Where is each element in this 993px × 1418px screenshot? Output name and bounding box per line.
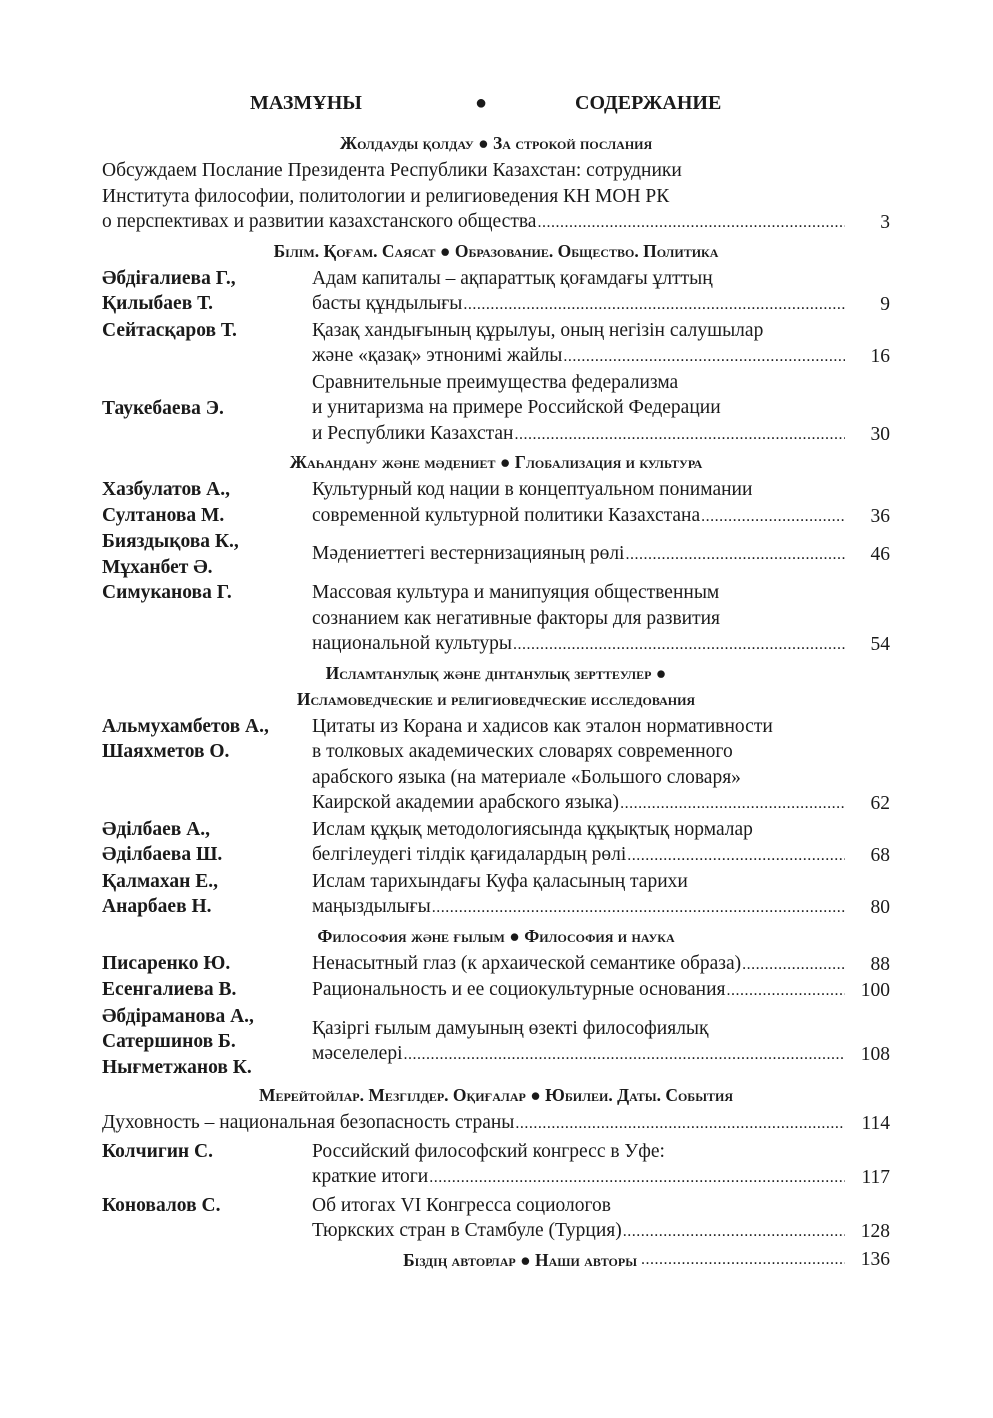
leader-dots [463, 292, 845, 318]
page-number: 80 [870, 897, 890, 918]
author: Анарбаев Н. [102, 896, 212, 917]
author: Мұханбет Ә. [102, 556, 213, 578]
entry-title [312, 477, 845, 529]
entry-title [312, 951, 845, 978]
entry-authors [102, 477, 312, 529]
title-separator: ● [475, 92, 488, 114]
title-line: Обсуждаем Послание Президента Республики Казахстан: сотрудники [102, 160, 682, 181]
title-line: Ненасытный глаз (к архаической семантике образа) [312, 952, 742, 974]
title-line: о перспективах и развитии казахстанского общества [102, 211, 537, 232]
title-line: Российский философский конгресс в Уфе: [312, 1140, 665, 1162]
leader-dots [641, 1247, 845, 1273]
page-number: 36 [870, 505, 890, 527]
entry-authors [102, 1193, 312, 1245]
entry-title [312, 266, 845, 318]
author: Таукебаева Э. [102, 397, 224, 419]
entry-title [102, 1110, 845, 1137]
page-number: 30 [870, 423, 890, 445]
entry-authors [102, 977, 312, 1004]
author: Писаренко Ю. [102, 952, 231, 974]
toc-entry [102, 477, 890, 529]
title-line: и унитаризма на примере Российской Федерации [312, 397, 721, 418]
author: Әділбаева Ш. [102, 844, 223, 865]
title-line: маңыздылығы [312, 896, 431, 917]
title-line: современной культурной политики Казахстана [312, 504, 701, 526]
page-number: 136 [860, 1248, 890, 1270]
toc-entry [102, 1139, 890, 1191]
title-kazakh: МАЗМҰНЫ [250, 92, 362, 114]
title-line: Массовая культура и манипуяция общественным [312, 582, 720, 603]
leader-dots [514, 422, 845, 448]
title-line: краткие итоги [312, 1166, 429, 1187]
leader-dots [742, 952, 845, 978]
page-number: 114 [861, 1113, 890, 1134]
leader-dots [627, 843, 845, 869]
toc-entry [102, 869, 890, 921]
title-line: Сравнительные преимущества федерализма [312, 371, 679, 393]
title-line: Каирской академии арабского языка) [312, 792, 620, 813]
toc-entry [102, 1193, 890, 1245]
toc-entry [102, 714, 890, 817]
section-heading: Исламоведческие и религиоведческие исследования [296, 688, 696, 709]
page-title [102, 88, 890, 128]
title-line: сознанием как негативные факторы для развития [312, 607, 721, 629]
author: Сатершинов Б. [102, 1031, 236, 1052]
title-line: мәселелері [312, 1043, 403, 1065]
toc-entry [102, 529, 890, 580]
title-line: белгілеудегі тілдік қағидалардың рөлі [312, 844, 627, 865]
title-line: Духовность – национальная безопасность страны [102, 1112, 515, 1133]
author: Симуканова Г. [102, 582, 232, 603]
title-line: Института философии, политологии и религиоведения КН МОН РК [102, 185, 670, 207]
author: Сейтасқаров Т. [102, 319, 237, 341]
entry-authors [102, 951, 312, 978]
toc-entry [102, 370, 890, 448]
entry-title [312, 869, 845, 921]
page-number: 128 [860, 1221, 890, 1242]
page-number: 100 [860, 980, 890, 1001]
section-heading: Білім. Қоғам. Саясат ● Образование. Общество. Политика [273, 240, 719, 261]
toc-entry [102, 1110, 890, 1137]
page-number: 117 [861, 1167, 890, 1188]
author: Нығметжанов К. [102, 1056, 252, 1078]
entry-title [312, 1016, 845, 1068]
entry-authors [102, 396, 312, 422]
entry-authors [102, 580, 312, 658]
title-line: басты құндылығы [312, 293, 463, 314]
title-russian: СОДЕРЖАНИЕ [575, 92, 722, 114]
author: Шаяхметов О. [102, 741, 230, 762]
toc-entry [102, 318, 890, 370]
toc-entry [102, 158, 890, 236]
leader-dots [429, 1165, 845, 1191]
entry-title [312, 1139, 845, 1191]
leader-dots [432, 895, 845, 921]
entry-title [312, 817, 845, 869]
section-heading: Исламтанулық және дінтанулық зерттеулер ● [325, 662, 667, 683]
leader-dots [726, 978, 845, 1004]
title-line: Культурный код нации в концептуальном понимании [312, 479, 753, 500]
leader-dots [513, 632, 845, 658]
author: Әбдіғалиева Г., [102, 267, 236, 289]
entry-authors [102, 529, 312, 580]
author: Колчигин С. [102, 1140, 213, 1162]
section-heading: Мерейтойлар. Мезгілдер. Оқиғалар ● Юбилеи. Даты. События [258, 1085, 734, 1105]
page-number: 108 [860, 1044, 890, 1065]
entry-title [312, 714, 845, 817]
title-line: Мәдениеттегі вестернизацияның рөлі [312, 543, 625, 565]
author: Есенгалиева В. [102, 979, 237, 1000]
entry-authors [102, 869, 312, 921]
title-line: и Республики Казахстан [312, 422, 514, 444]
entry-title [312, 318, 845, 370]
entry-authors [102, 1139, 312, 1191]
author: Әбдіраманова А., [102, 1005, 254, 1027]
leader-dots [515, 1111, 845, 1137]
leader-dots [563, 344, 845, 370]
toc-entry [102, 817, 890, 869]
page-number: 16 [870, 346, 890, 367]
toc-entry [102, 951, 890, 978]
title-line: Тюркских стран в Стамбуле (Турция) [312, 1220, 622, 1241]
page-number: 46 [870, 543, 890, 565]
title-line: Адам капиталы – ақпараттық қоғамдағы ұлттың [312, 267, 713, 289]
author: Султанова М. [102, 504, 225, 526]
entry-title [312, 370, 845, 448]
leader-dots [625, 542, 845, 568]
title-line: Цитаты из Корана и хадисов как эталон нормативности [312, 715, 773, 737]
section-heading: Философия және ғылым ● Философия и наука [317, 925, 675, 946]
author: Альмухамбетов А., [102, 715, 269, 737]
author: Қилыбаев Т. [102, 293, 214, 314]
entry-authors [102, 817, 312, 869]
section-heading: Жолдауды қолдау ● За строкой послания [339, 133, 653, 153]
leader-dots [620, 791, 845, 817]
entry-authors [102, 1004, 312, 1081]
toc-entry [102, 580, 890, 658]
page-number: 9 [880, 294, 890, 315]
entry-title [312, 580, 845, 658]
title-line: арабского языка (на материале «Большого словаря» [312, 766, 741, 788]
leader-dots [403, 1042, 845, 1068]
title-line: Қазіргі ғылым дамуының өзекті философиялық [312, 1017, 709, 1039]
title-line: Ислам құқық методологиясында құқықтық нормалар [312, 818, 753, 840]
author: Коновалов С. [102, 1194, 221, 1216]
title-line: Қазақ хандығының құрылуы, оның негізін салушылар [312, 319, 764, 341]
entry-title [102, 158, 845, 236]
title-line: Об итогах VI Конгресса социологов [312, 1194, 611, 1216]
author: Хазбулатов А., [102, 479, 230, 500]
page-number: 62 [870, 793, 890, 814]
title-line: Рациональность и ее социокультурные основания [312, 979, 726, 1000]
page-number: 68 [870, 845, 890, 866]
entry-title [312, 977, 845, 1004]
title-line: в толковых академических словарях современного [312, 741, 733, 762]
page-number: 54 [870, 634, 890, 655]
entry-authors [102, 266, 312, 318]
author: Әділбаев А., [102, 818, 211, 840]
author: Қалмахан Е., [102, 870, 219, 892]
page-number: 88 [870, 953, 890, 975]
section-heading: Жаһандану және мәдениет ● Глобализация и культура [289, 452, 703, 472]
entry-title [312, 1193, 845, 1245]
toc-entry [102, 977, 890, 1004]
toc-entry [102, 1004, 890, 1081]
title-line: Ислам тарихындағы Куфа қаласының тарихи [312, 870, 688, 892]
author: Бияздықова К., [102, 531, 239, 552]
title-line: национальной культуры [312, 633, 512, 654]
title-line: және «қазақ» этнонимі жайлы [312, 345, 563, 366]
section-heading: Біздің авторлар ● Наши авторы [403, 1249, 637, 1270]
leader-dots [623, 1219, 845, 1245]
toc-entry-authors-list [102, 1247, 890, 1273]
leader-dots [701, 504, 845, 530]
entry-title [312, 541, 845, 568]
table-of-contents [102, 88, 890, 1273]
leader-dots [537, 210, 845, 236]
entry-authors [102, 714, 312, 817]
entry-authors [102, 318, 312, 370]
page-number: 3 [880, 212, 890, 233]
toc-entry [102, 266, 890, 318]
